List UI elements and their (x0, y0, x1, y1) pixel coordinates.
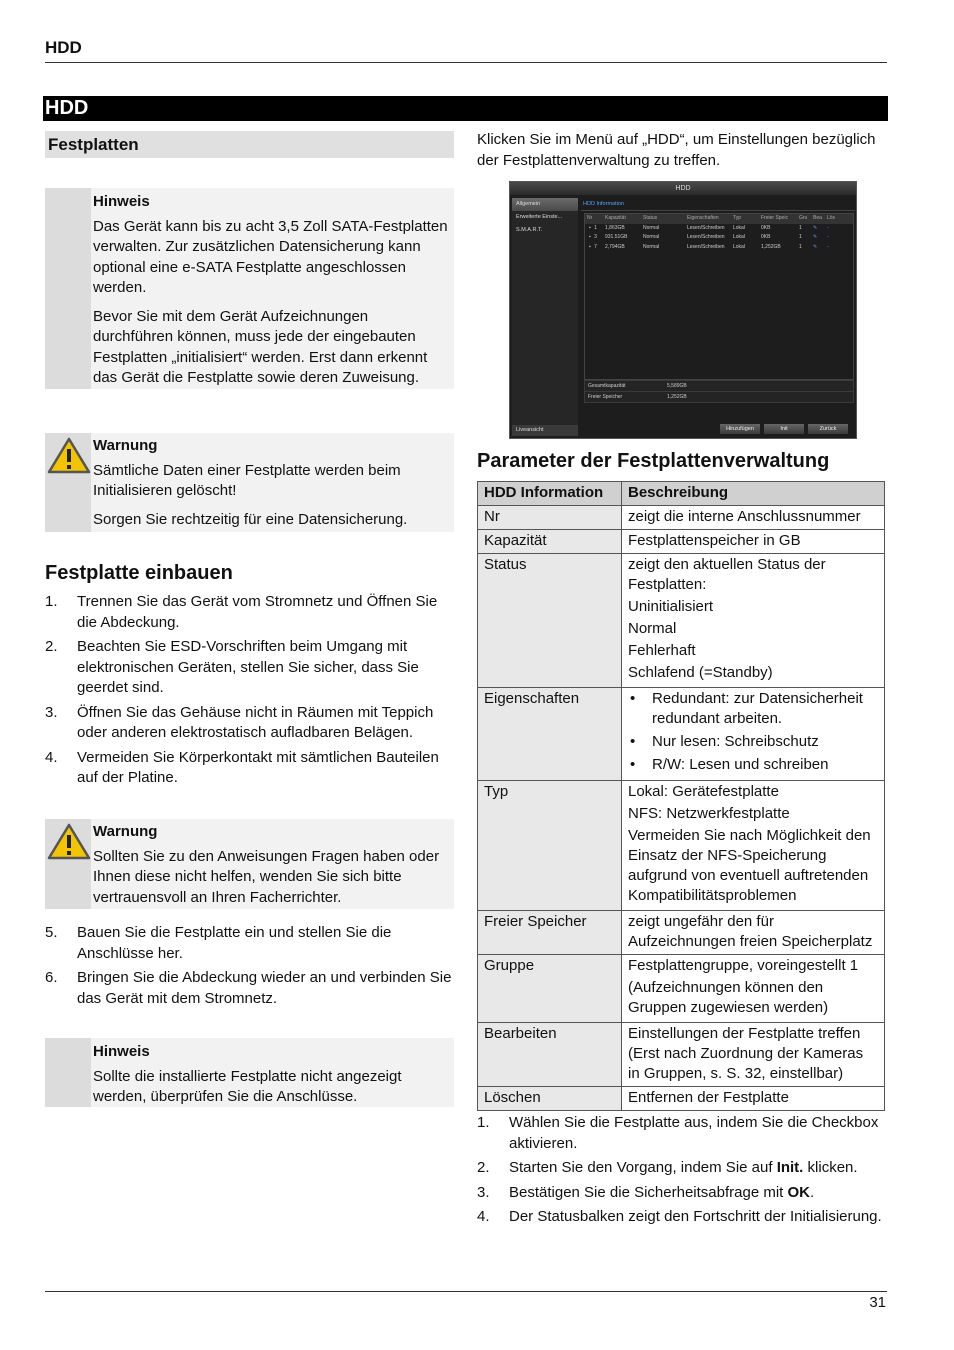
checkbox-icon: ▪ (589, 224, 593, 231)
edit-icon[interactable]: ✎ (813, 234, 818, 240)
einbauen-heading: Festplatte einbauen (45, 562, 233, 584)
list-item: 3. Bestätigen Sie die Sicherheitsabfrage mit OK. (477, 1183, 815, 1201)
grid-header: Nr Kapazität Status Eigenschaften Typ Freier Speic Gru Bea Lös (585, 214, 853, 224)
edit-icon[interactable]: ✎ (813, 224, 818, 231)
list-item: 5. Bauen Sie die Festplatte ein und stellen Sie die Anschlüsse her. (45, 924, 392, 962)
back-button[interactable]: Zurück (808, 424, 848, 434)
note-text: Das Gerät kann bis zu acht 3,5 Zoll SATA-Festplatten verwalten. Zur zusätzlichen Datensicherung kann optional eine e-SATA Festplatte angeschlossen werden. (93, 217, 448, 296)
tab-hdd-information[interactable]: HDD Information (581, 199, 855, 211)
note-title: Hinweis (93, 193, 150, 210)
warning-box-2 (45, 819, 454, 909)
warning-triangle-icon (47, 823, 91, 861)
list-item: 1. Wählen Sie die Festplatte aus, indem Sie die Checkbox aktivieren. (477, 1114, 879, 1152)
total-capacity-row: Gesamtkapazität 5,589GB (584, 380, 854, 392)
screenshot-sidebar (512, 198, 578, 436)
hdd-menu-screenshot (509, 181, 857, 439)
list-item: 4. Der Statusbalken zeigt den Fortschritt der Initialisierung. (477, 1208, 882, 1225)
intro-text: Klicken Sie im Menü auf „HDD“, um Einstellungen bezüglich der Festplattenverwaltung zu treffen. (477, 131, 876, 169)
einbauen-steps-b (45, 923, 454, 1013)
note-box-1 (45, 188, 454, 389)
table-row: Gruppe Festplattengruppe, voreingestellt 1 (Aufzeichnungen können den Gruppen zugewiesen werden) (478, 955, 885, 1023)
free-space-row: Freier Speicher 1,252GB (584, 391, 854, 403)
menu-item-erweitert[interactable]: Erweiterte Einste... (516, 214, 563, 220)
param-table (477, 481, 885, 1111)
einbauen-steps-a (45, 592, 454, 793)
list-item: 4. Vermeiden Sie Körperkontakt mit sämtlichen Bauteilen auf der Platine. (45, 748, 439, 786)
delete-icon[interactable]: - (827, 224, 829, 231)
table-header: HDD Information Beschreibung (478, 482, 885, 506)
note-text: Bevor Sie mit dem Gerät Aufzeichnungen durchführen können, muss jede der eingebauten Festplatten „initialisiert“ werden. Erst dann erkennt das Gerät die Festplatte sowie deren Zuweisung. (93, 307, 428, 386)
add-button[interactable]: Hinzufügen (720, 424, 760, 434)
param-heading: Parameter der Festplattenverwaltung (477, 450, 830, 472)
delete-icon[interactable]: - (827, 234, 829, 240)
festplatten-heading: Festplatten (45, 131, 454, 158)
table-row: Löschen Entfernen der Festplatte (478, 1087, 885, 1111)
table-row: Typ Lokal: Gerätefestplatte NFS: Netzwerkfestplatte Vermeiden Sie nach Möglichkeit den Einsatz der NFS-Speicherung aufgrund von eventuell auftretenden Kompatibilitätsproblemen (478, 781, 885, 911)
init-button[interactable]: Init (764, 424, 804, 434)
table-row[interactable]: ▪ 3 931.51GB Normal Lesen/Schreiben Lokal 0KB 1 ✎ - (585, 233, 853, 243)
section-title-bar: HDD (43, 96, 888, 121)
footer-rule (45, 1291, 887, 1292)
table-row[interactable]: ▪ 1 1,863GB Normal Lesen/Schreiben Lokal 0KB 1 ✎ - (585, 224, 853, 234)
list-item: 2. Beachten Sie ESD-Vorschriften beim Umgang mit elektronischen Geräten, stellen Sie sicher, dass Sie geerdet sind. (45, 638, 419, 696)
list-item: 3. Öffnen Sie das Gehäuse nicht in Räumen mit Teppich oder anderen elektrostatisch aufladbaren Belägen. (45, 703, 434, 741)
table-row: Kapazität Festplattenspeicher in GB (478, 530, 885, 554)
checkbox-icon: ▪ (589, 243, 593, 250)
menu-item-smart[interactable]: S.M.A.R.T. (516, 227, 543, 233)
warning-text: Sämtliche Daten einer Festplatte werden beim Initialisieren gelöscht! (93, 461, 401, 499)
table-row: Eigenschaften • Redundant: zur Datensicherheit redundant arbeiten. • Nur lesen: Schreibschutz • R/W: Lesen und schreiben (478, 688, 885, 781)
warning-triangle-icon (47, 437, 91, 475)
table-row: Status zeigt den aktuellen Status der Festplatten: Uninitialisiert Normal Fehlerhaft Schlafend (=Standby) (478, 554, 885, 688)
screenshot-title: HDD (510, 182, 856, 195)
note-box-2 (45, 1038, 454, 1107)
hdd-grid (584, 213, 854, 380)
warning-text: Sollten Sie zu den Anweisungen Fragen haben oder Ihnen diese nicht helfen, wenden Sie sich bitte vertrauensvoll an Ihren Facherrichter. (93, 847, 440, 906)
list-item: 6. Bringen Sie die Abdeckung wieder an und verbinden Sie das Gerät mit dem Stromnetz. (45, 969, 452, 1007)
page-number: 31 (869, 1294, 886, 1311)
live-view-button[interactable]: Liveansicht (512, 425, 578, 436)
warning-title: Warnung (93, 823, 158, 840)
table-row: Freier Speicher zeigt ungefähr den für Aufzeichnungen freien Speicherplatz (478, 911, 885, 955)
header-rule (45, 62, 887, 63)
table-row[interactable]: ▪ 7 2,794GB Normal Lesen/Schreiben Lokal 1,252GB 1 ✎ - (585, 243, 853, 253)
warning-text: Sorgen Sie rechtzeitig für eine Datensicherung. (93, 510, 408, 528)
warning-box-1 (45, 433, 454, 532)
table-row: Bearbeiten Einstellungen der Festplatte treffen (Erst nach Zuordnung der Kameras in Gruppen, s. S. 32, einstellbar) (478, 1023, 885, 1087)
list-item: 2. Starten Sie den Vorgang, indem Sie auf Init. klicken. (477, 1159, 858, 1176)
edit-icon[interactable]: ✎ (813, 243, 818, 250)
init-steps (477, 1113, 887, 1232)
list-item: 1. Trennen Sie das Gerät vom Stromnetz und Öffnen Sie die Abdeckung. (45, 593, 438, 631)
table-row: Nr zeigt die interne Anschlussnummer (478, 506, 885, 530)
menu-item-allgemein[interactable]: Allgemein (512, 198, 578, 211)
checkbox-icon: ▪ (589, 234, 593, 240)
note-text: Sollte die installierte Festplatte nicht angezeigt werden, überprüfen Sie die Anschlüsse. (93, 1067, 402, 1105)
delete-icon[interactable]: - (827, 243, 829, 250)
warning-title: Warnung (93, 437, 158, 454)
note-title: Hinweis (93, 1043, 150, 1060)
running-head: HDD (45, 38, 82, 57)
